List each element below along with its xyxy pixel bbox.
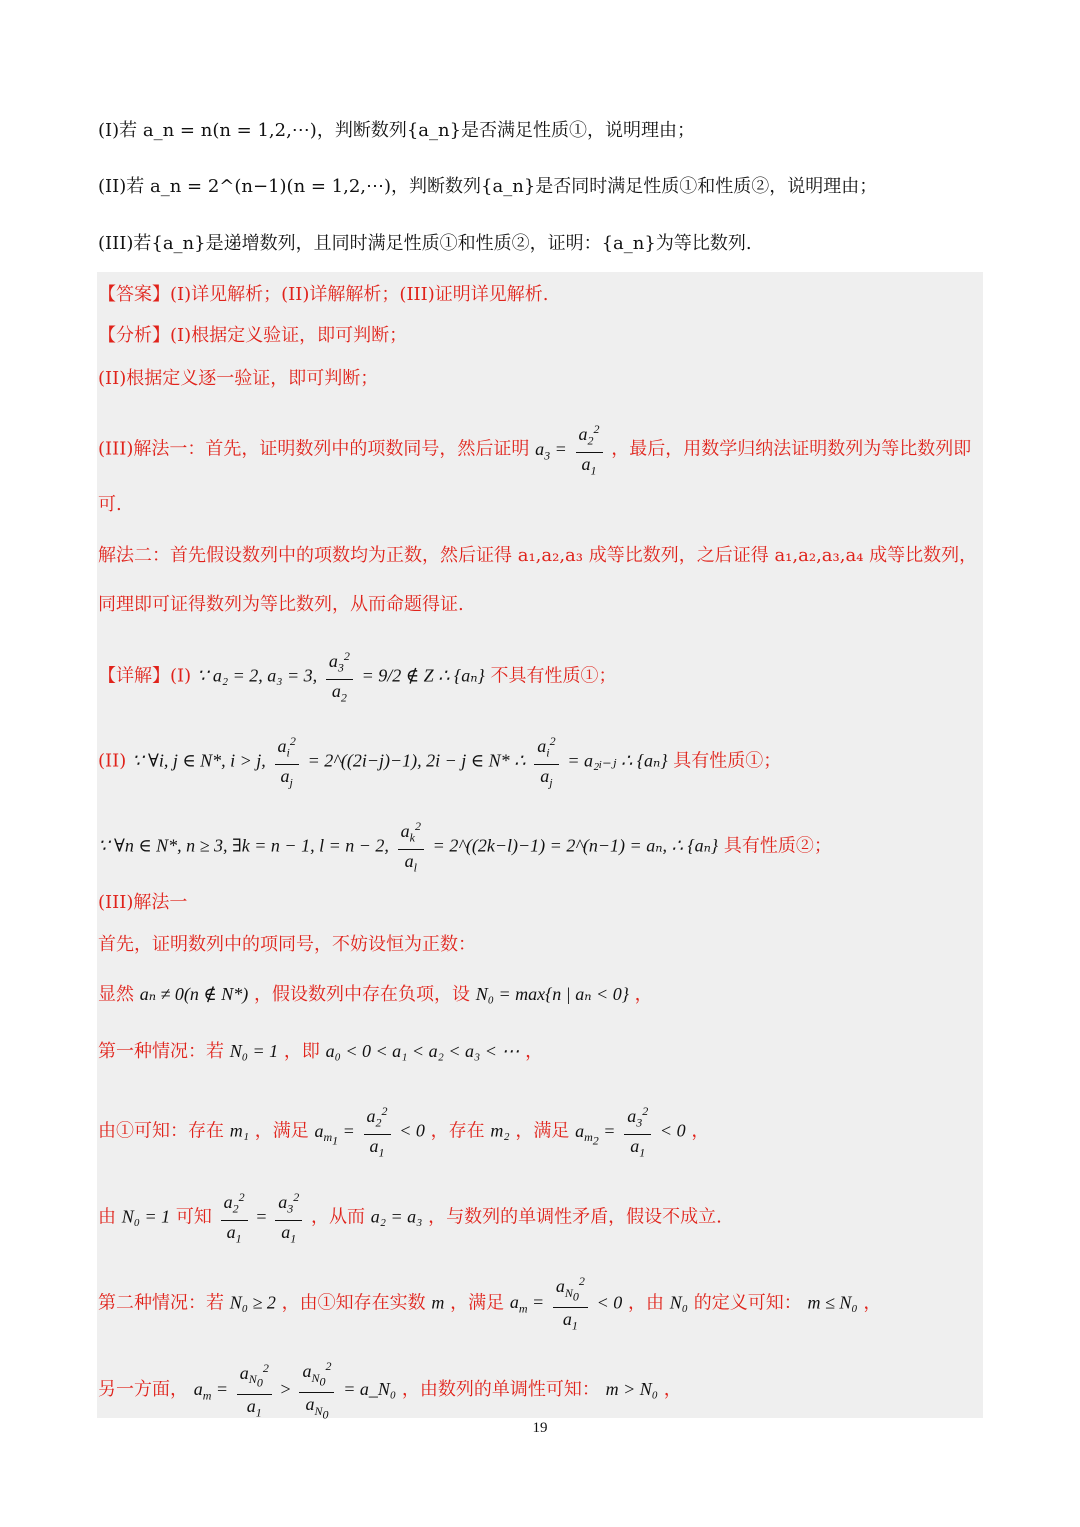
detail-text-10c: ，满足 xyxy=(450,1292,505,1314)
detail-heading: 【详解】(I) xyxy=(98,665,192,687)
formula-equals: = xyxy=(256,1206,267,1227)
detail-line-9 xyxy=(98,1186,722,1249)
detail-text-10b: ，由①知存在实数 xyxy=(281,1292,426,1314)
detail-formula-10d: N₀ xyxy=(669,1292,689,1313)
detail-text-6c: ， xyxy=(634,984,653,1005)
formula-am-2: $a_m$ = xyxy=(193,1378,229,1403)
detail-text-8b: ，满足 xyxy=(254,1120,309,1142)
fraction-aN0sq-a1-b: $\frac{a_{N_0}^2}{a_1}$ xyxy=(237,1357,272,1424)
fraction-aisq-aj-2: $\frac{a_i^2}{a_j}$ xyxy=(534,730,558,793)
detail-formula-2b: = 2^((2i−j)−1), 2i − j ∈ N* ∴ xyxy=(307,750,526,771)
detail-line-3 xyxy=(98,815,832,878)
detail-text-11c: ， xyxy=(663,1378,682,1400)
fraction-a3sq-a1-b: $\frac{a_3^2}{a_1}$ xyxy=(275,1186,302,1249)
analysis-line-3 xyxy=(98,418,971,481)
detail-line-5 xyxy=(98,932,476,958)
fraction-aN0sq-aN0: $\frac{a_{N_0}^2}{a_{N_0}}$ xyxy=(299,1355,334,1425)
fraction-a2sq-a1-c: $\frac{a_2^2}{a_1}$ xyxy=(221,1186,248,1249)
analysis-text-3a: (III)解法一：首先，证明数列中的项数同号，然后证明 xyxy=(98,438,530,460)
detail-formula-10e: m ≤ N₀ xyxy=(807,1292,858,1313)
detail-formula-8d: < 0 xyxy=(659,1120,686,1141)
fraction-aN0sq-a1: $\frac{a_{N_0}^2}{a_1}$ xyxy=(553,1270,588,1337)
detail-text-6a: 显然 xyxy=(98,984,134,1005)
question-part-1 xyxy=(98,118,695,144)
analysis-text-1: 【分析】(I)根据定义验证，即可判断； xyxy=(98,325,408,346)
detail-line-6 xyxy=(98,981,653,1008)
detail-formula-8a: m₁ xyxy=(229,1120,249,1141)
detail-formula-8b: < 0 xyxy=(399,1120,425,1141)
detail-text-10f: ， xyxy=(863,1292,882,1314)
q1-text: (I)若 a_n = n(n = 1,2,⋯)，判断数列{a_n}是否满足性质①，说明理由； xyxy=(98,120,696,141)
fraction-a2sq-a1: $\frac{a_2^2}{a_1}$ xyxy=(576,418,603,481)
q3-text: (III)若{a_n}是递增数列，且同时满足性质①和性质②，证明：{a_n}为等比数列. xyxy=(98,233,752,254)
detail-text-7b: ，即 xyxy=(283,1041,320,1062)
formula-a3: $a_3$ = xyxy=(535,438,567,463)
detail-text-6b: ，假设数列中存在负项，设 xyxy=(253,984,470,1005)
detail-text-9a: 由 xyxy=(98,1206,116,1228)
detail-formula-6a: aₙ ≠ 0(n ∉ N*) xyxy=(139,984,249,1004)
detail-line-10 xyxy=(98,1270,881,1337)
answer-line xyxy=(98,282,549,308)
formula-am2: $a_{m_2}$ = xyxy=(575,1120,616,1148)
analysis-line-5 xyxy=(98,543,977,569)
analysis-line-2 xyxy=(98,366,378,392)
fraction-aisq-aj: $\frac{a_i^2}{a_j}$ xyxy=(275,730,299,793)
analysis-text-2: (II)根据定义逐一验证，即可判断； xyxy=(98,368,379,389)
detail-text-7c: ， xyxy=(525,1041,544,1062)
detail-formula-7a: N₀ = 1 xyxy=(229,1041,279,1061)
detail-formula-3a: ∵ ∀n ∈ N*, n ≥ 3, ∃k = n − 1, l = n − 2, xyxy=(98,835,389,856)
detail-text-7a: 第一种情况：若 xyxy=(98,1041,224,1062)
detail-text-10d: ，由 xyxy=(628,1292,665,1314)
detail-formula-1a: ∵ a₂ = 2, a₃ = 3, xyxy=(196,665,318,686)
detail-text-1: 不具有性质①； xyxy=(490,665,617,687)
detail-text-8a: 由①可知：存在 xyxy=(98,1120,224,1142)
detail-text-8e: ， xyxy=(691,1120,710,1142)
detail-formula-2a: ∵ ∀i, j ∈ N*, i > j, xyxy=(132,750,266,771)
detail-text-11b: ，由数列的单调性可知： xyxy=(401,1378,600,1400)
detail-text-8d: ，满足 xyxy=(515,1120,570,1142)
detail-formula-10a: N₀ ≥ 2 xyxy=(229,1292,276,1313)
detail-text-2: 具有性质①； xyxy=(673,750,782,772)
detail-text-10a: 第二种情况：若 xyxy=(98,1292,224,1314)
detail-line-4 xyxy=(98,890,187,916)
detail-line-2 xyxy=(98,730,781,793)
detail-formula-8c: m₂ xyxy=(490,1120,510,1141)
q2-text: (II)若 a_n = 2^(n−1)(n = 1,2,⋯)，判断数列{a_n}是否同时满足性质①和性质②，说明理由； xyxy=(98,176,878,197)
detail-line-7 xyxy=(98,1038,543,1065)
question-part-2 xyxy=(98,174,877,200)
detail-line-11 xyxy=(98,1355,682,1425)
detail-formula-11b: m > N₀ xyxy=(605,1378,658,1399)
detail-formula-10b: m xyxy=(431,1292,445,1313)
detail-formula-7b: a₀ < 0 < a₁ < a₂ < a₃ < ⋯ xyxy=(325,1041,520,1061)
detail-text-9c: ，从而 xyxy=(310,1206,365,1228)
fraction-aksq-al: $\frac{a_k^2}{a_l}$ xyxy=(398,815,424,878)
formula-greater: > xyxy=(280,1378,291,1399)
detail-text-9b: 可知 xyxy=(175,1206,212,1228)
analysis-line-6 xyxy=(98,592,464,618)
detail-line-8 xyxy=(98,1100,709,1163)
detail-formula-3b: = 2^((2k−l)−1) = 2^(n−1) = aₙ, ∴ {aₙ} xyxy=(432,835,719,856)
page-number: 19 xyxy=(532,1420,548,1436)
detail-text-4: (III)解法一 xyxy=(98,892,188,913)
fraction-a3sq-a1: $\frac{a_3^2}{a_1}$ xyxy=(624,1100,651,1163)
formula-am1: $a_{m_1}$ = xyxy=(314,1120,355,1148)
detail-formula-1b: = 9/2 ∉ Z ∴ {aₙ} xyxy=(361,665,485,686)
answer-summary: 【答案】(I)详见解析；(II)详解解析；(III)证明详见解析. xyxy=(98,284,549,305)
detail-formula-11a: = a_N₀ xyxy=(343,1378,397,1399)
detail-formula-9a: N₀ = 1 xyxy=(121,1206,171,1227)
analysis-text-4: 可. xyxy=(98,494,122,515)
detail-formula-10c: < 0 xyxy=(596,1292,623,1313)
fraction-a3sq-a2: $\frac{a_3^2}{a_2}$ xyxy=(326,645,353,708)
analysis-text-6: 同理即可证得数列为等比数列，从而命题得证. xyxy=(98,594,464,615)
detail-text-3: 具有性质②； xyxy=(723,835,832,857)
detail-formula-2c: = a₂ᵢ₋ⱼ ∴ {aₙ} xyxy=(567,750,668,771)
analysis-line-4 xyxy=(98,492,122,518)
question-part-3 xyxy=(98,231,752,257)
analysis-text-3b: ，最后，用数学归纳法证明数列为等比数列即 xyxy=(611,438,972,460)
detail-part-2: (II) xyxy=(98,750,127,772)
analysis-line-1 xyxy=(98,323,407,349)
detail-text-11a: 另一方面， xyxy=(98,1378,188,1400)
formula-am: $a_m$ = xyxy=(509,1292,545,1316)
detail-line-1 xyxy=(98,645,617,708)
analysis-text-5: 解法二：首先假设数列中的项数均为正数，然后证得 a₁,a₂,a₃ 成等比数列，之后证得 a₁,a₂,a₃,a₄ 成等比数列， xyxy=(98,545,978,566)
detail-text-10e: 的定义可知： xyxy=(693,1292,802,1314)
detail-text-8c: ，存在 xyxy=(430,1120,485,1142)
detail-text-9d: ，与数列的单调性矛盾，假设不成立. xyxy=(428,1206,722,1228)
fraction-a2sq-a1-b: $\frac{a_2^2}{a_1}$ xyxy=(364,1100,391,1163)
detail-text-5: 首先，证明数列中的项同号，不妨设恒为正数： xyxy=(98,934,476,955)
detail-formula-6b: N₀ = max{n | aₙ < 0} xyxy=(475,984,629,1004)
detail-formula-9b: a₂ = a₃ xyxy=(370,1206,423,1227)
